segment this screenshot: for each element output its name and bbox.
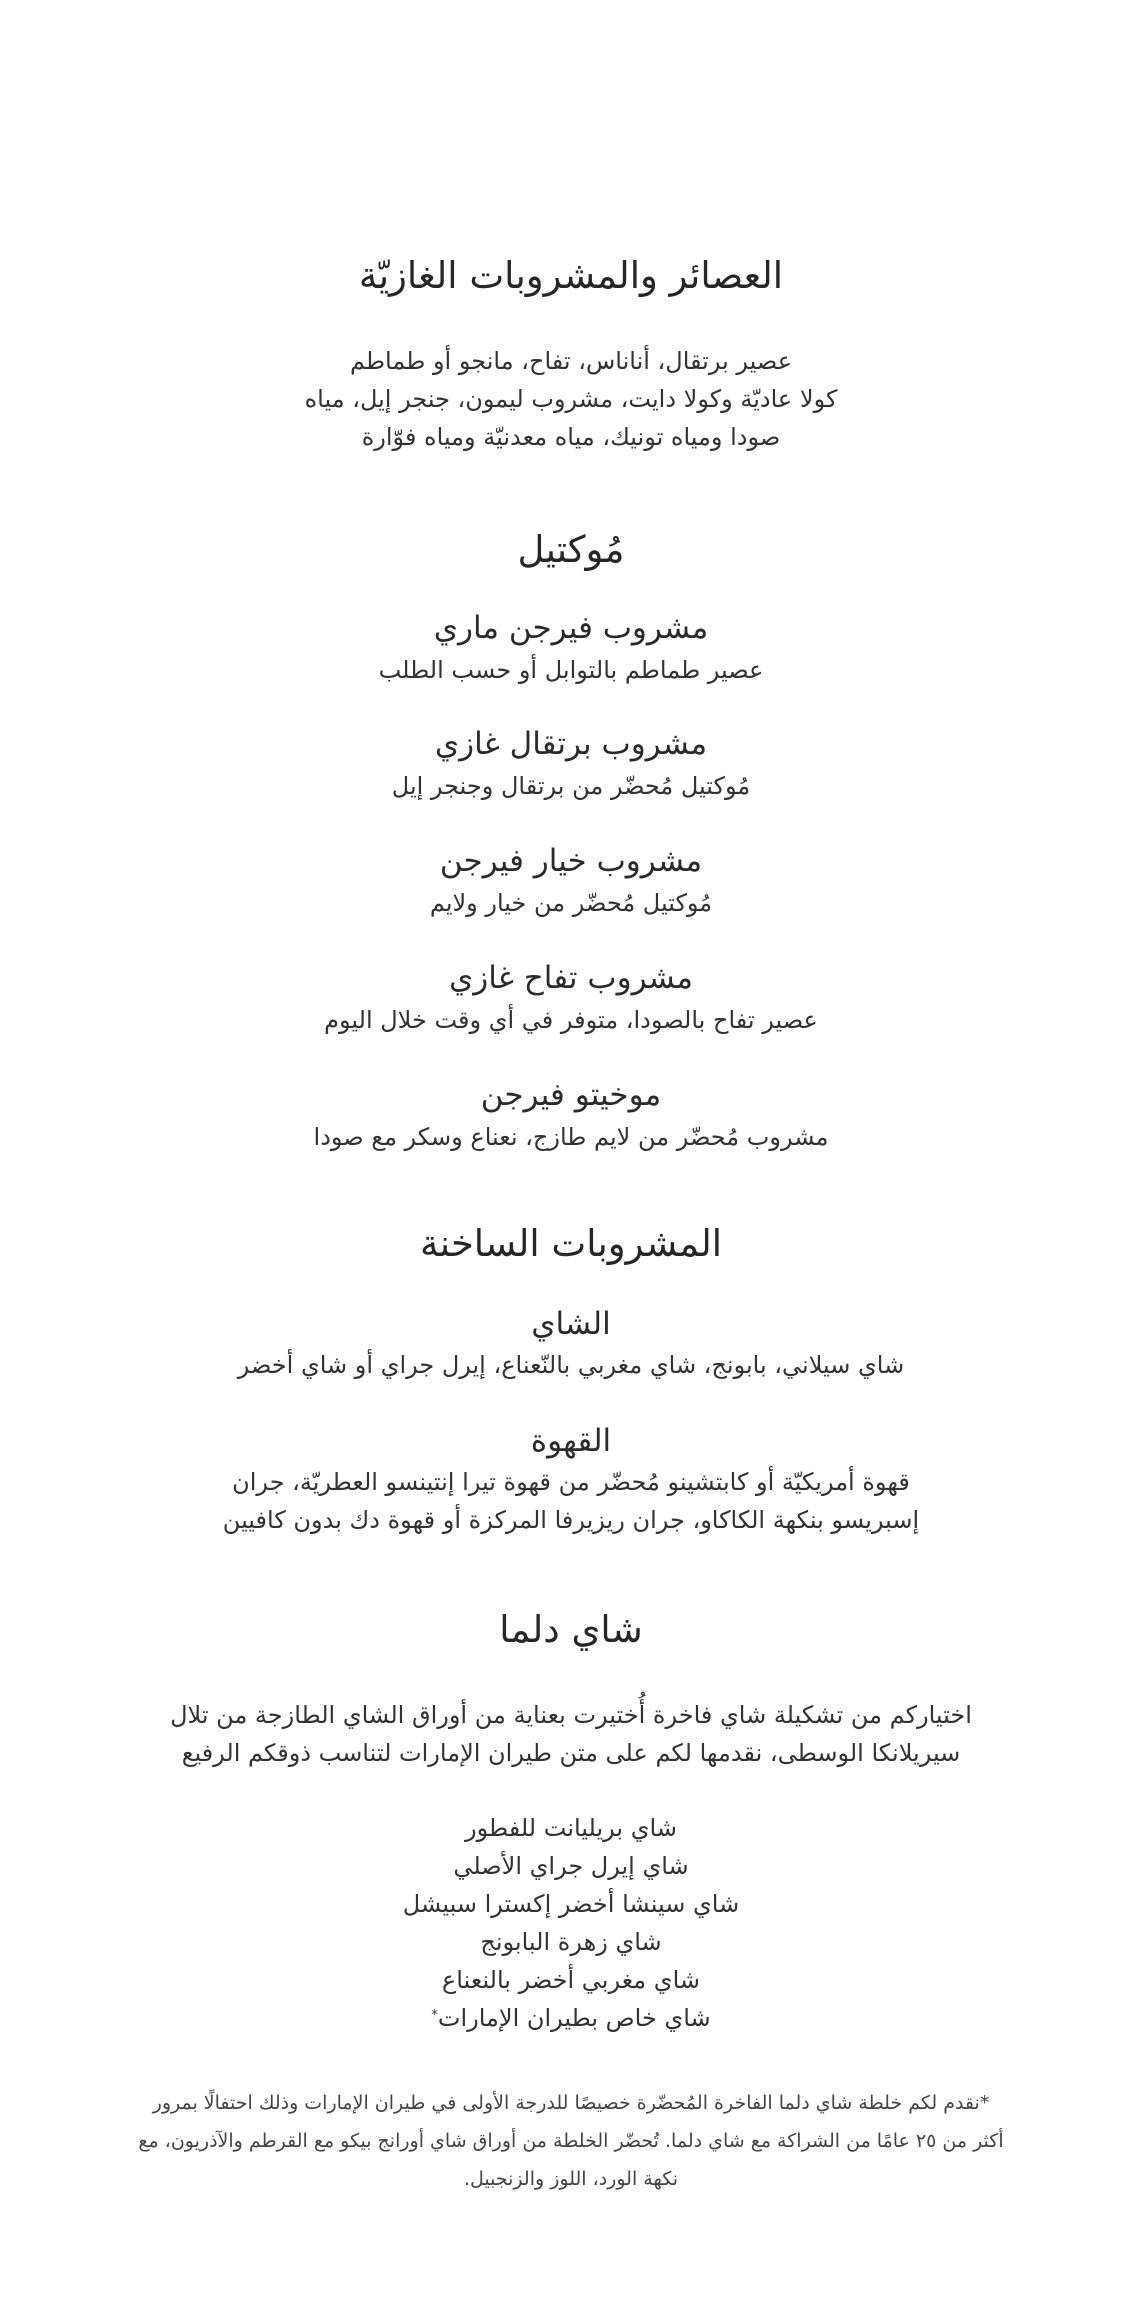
juices-line: صودا ومياه تونيك، مياه معدنيّة ومياه فوّارة (361, 423, 781, 451)
mocktail-item-name: موخيتو فيرجن (480, 1077, 662, 1113)
mocktail-item-desc: مُوكتيل مُحضّر من برتقال وجنجر إيل (391, 772, 751, 800)
coffee-desc-line: إسبريسو بنكهة الكاكاو، جران ريزيرفا المركزة أو قهوة دك بدون كافيين (222, 1506, 920, 1534)
mocktail-item-name: مشروب خيار فيرجن (439, 843, 703, 879)
juices-list (0, 342, 1142, 456)
dilmah-tea-list (0, 1809, 1142, 2037)
coffee-desc-line: قهوة أمريكيّة أو كابتشينو مُحضّر من قهوة تيرا إنتينسو العطريّة، جران (232, 1468, 910, 1496)
tea-item-desc: شاي سيلاني، بابونج، شاي مغربي بالنّعناع، إيرل جراي أو شاي أخضر (237, 1351, 905, 1379)
hot-drinks-section-title: المشروبات الساخنة (419, 1222, 723, 1265)
mocktail-item-desc: مشروب مُحضّر من لايم طازج، نعناع وسكر مع صودا (313, 1123, 829, 1151)
juices-section-title: العصائر والمشروبات الغازيّة (358, 254, 784, 297)
mocktail-item-desc: عصير تفاح بالصودا، متوفر في أي وقت خلال اليوم (324, 1006, 818, 1034)
dilmah-tea-item: شاي إيرل جراي الأصلي (453, 1852, 689, 1880)
dilmah-tea-item: شاي زهرة البابونج (480, 1928, 662, 1956)
dilmah-tea-item-label: شاي خاص بطيران الإمارات (437, 2004, 711, 2032)
dilmah-tea-item: شاي مغربي أخضر بالنعناع (441, 1966, 700, 1994)
dilmah-intro (0, 1696, 1142, 1772)
tea-item-name: الشاي (531, 1306, 611, 1342)
dilmah-footnote (60, 2084, 1082, 2198)
mocktails-section-title: مُوكتيل (517, 528, 625, 571)
footnote-line: *نقدم لكم خلطة شاي دلما الفاخرة المُحضّرة خصيصًا للدرجة الأولى في طيران الإمارات وذلك احتفالًا بمرور (152, 2092, 990, 2114)
juices-line: عصير برتقال، أناناس، تفاح، مانجو أو طماطم (349, 347, 793, 375)
footnote-line: أكثر من ٢٥ عامًا من الشراكة مع شاي دلما. تُحضّر الخلطة من أوراق شاي أورانج بيكو مع القرطم والآذريون، مع (138, 2130, 1004, 2152)
mocktail-item-desc: مُوكتيل مُحضّر من خيار ولايم (429, 889, 713, 917)
juices-line: كولا عاديّة وكولا دايت، مشروب ليمون، جنجر إيل، مياه (304, 385, 838, 413)
mocktail-item-desc: عصير طماطم بالتوابل أو حسب الطلب (378, 656, 764, 684)
coffee-item-desc (0, 1463, 1142, 1539)
footnote-line: نكهة الورد، اللوز والزنجبيل. (463, 2168, 679, 2190)
dilmah-tea-item: شاي بريليانت للفطور (465, 1814, 677, 1842)
dilmah-intro-line: سيريلانكا الوسطى، نقدمها لكم على متن طيران الإمارات لتناسب ذوقكم الرفيع (181, 1739, 961, 1767)
dilmah-tea-item (0, 1999, 1142, 2037)
dilmah-tea-item: شاي سينشا أخضر إكسترا سبيشل (402, 1890, 740, 1918)
mocktail-item-name: مشروب برتقال غازي (434, 726, 708, 762)
dilmah-intro-line: اختياركم من تشكيلة شاي فاخرة أُختيرت بعناية من أوراق الشاي الطازجة من تلال (170, 1701, 972, 1729)
mocktail-item-name: مشروب فيرجن ماري (433, 610, 709, 646)
asterisk-mark: * (431, 2008, 438, 2023)
coffee-item-name: القهوة (530, 1423, 612, 1459)
dilmah-section-title: شاي دلما (499, 1608, 643, 1651)
mocktail-item-name: مشروب تفاح غازي (449, 960, 693, 996)
